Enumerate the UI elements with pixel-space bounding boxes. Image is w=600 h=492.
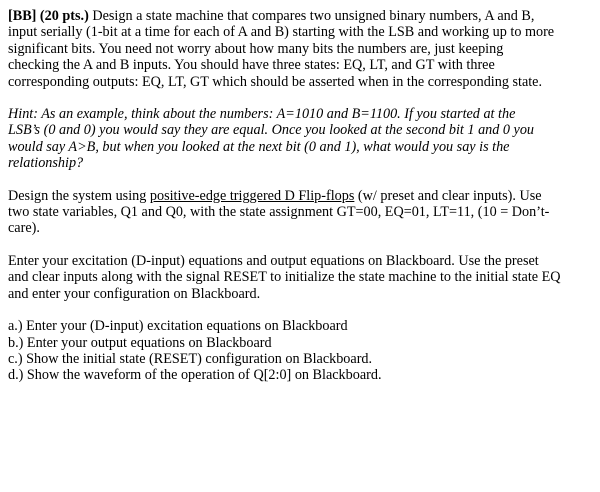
design-paragraph: [8, 188, 592, 237]
spacer: [8, 90, 592, 106]
hint-line-3: would say A>B, but when you looked at the next bit (0 and 1), what would you say is the: [8, 138, 510, 155]
points-label: [BB] (20 pts.): [8, 8, 89, 24]
hint-line-2: LSB’s (0 and 0) you would say they are equal. Once you looked at the second bit 1 and 0 you: [8, 122, 535, 139]
problem-document: [8, 8, 592, 384]
intro-line-5: corresponding outputs: EQ, LT, GT which should be asserted when in the corresponding state.: [8, 73, 543, 90]
enter-line-3: and enter your configuration on Blackboard.: [8, 285, 261, 302]
enter-paragraph: [8, 253, 592, 302]
flip-flop-link[interactable]: positive-edge triggered D Flip-flops: [149, 187, 355, 204]
hint-line-4: relationship?: [8, 155, 84, 172]
hint-paragraph: [8, 106, 592, 172]
task-list: [8, 318, 592, 384]
intro-line-3: significant bits. You need not worry about how many bits the numbers are, just keeping: [8, 40, 504, 57]
task-item-d: d.) Show the waveform of the operation of Q[2:0] on Blackboard.: [8, 367, 382, 384]
enter-line-2: and clear inputs along with the signal RESET to initialize the state machine to the initial state EQ: [8, 269, 561, 286]
hint-line-1: Hint: As an example, think about the numbers: A=1010 and B=1100. If you started at the: [8, 106, 516, 123]
intro-line-2: input serially (1-bit at a time for each of A and B) starting with the LSB and working up to more: [8, 24, 555, 41]
intro-line-1: [8, 8, 592, 24]
intro-line-1-text: Design a state machine that compares two unsigned binary numbers, A and B,: [88, 8, 535, 24]
design-line-1-end: (w/ preset and clear inputs). Use: [354, 187, 542, 204]
task-item-b: b.) Enter your output equations on Blackboard: [8, 334, 272, 351]
problem-intro: [8, 8, 592, 90]
design-line-2: two state variables, Q1 and Q0, with the state assignment GT=00, EQ=01, LT=11, (10 = Don’t-: [8, 204, 550, 221]
spacer: [8, 302, 592, 318]
spacer: [8, 237, 592, 253]
enter-line-1: Enter your excitation (D-input) equations and output equations on Blackboard. Use the preset: [8, 252, 539, 269]
intro-line-4: checking the A and B inputs. You should have three states: EQ, LT, and GT with three: [8, 57, 495, 74]
task-item-a: a.) Enter your (D-input) excitation equations on Blackboard: [8, 318, 348, 335]
design-line-3: care).: [8, 220, 40, 237]
design-line-1: [8, 188, 592, 204]
task-item-c: c.) Show the initial state (RESET) configuration on Blackboard.: [8, 350, 373, 367]
spacer: [8, 172, 592, 188]
design-line-1-start: Design the system using: [8, 187, 150, 204]
